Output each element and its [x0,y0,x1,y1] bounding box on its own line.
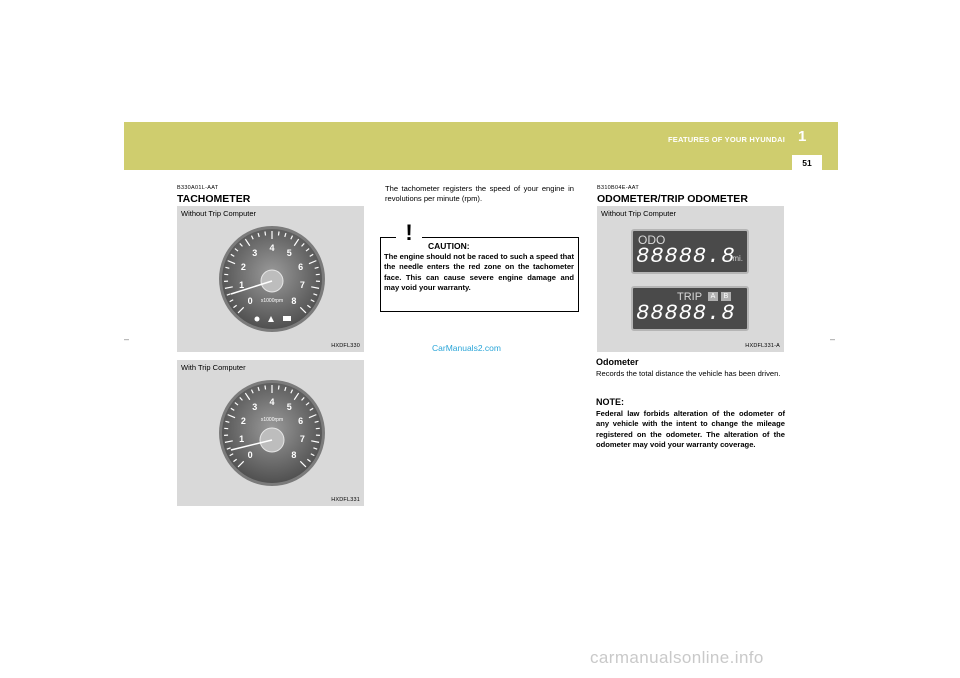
warning-icon [396,221,422,243]
gauge-numeral: 2 [240,262,246,273]
header-band [124,122,838,170]
trip-b-badge: B [721,292,731,301]
caution-title: CAUTION: [428,241,470,251]
figure-id: HXDFL331-A [745,343,780,349]
tachometer-figure-2 [177,360,364,506]
gauge-numeral: 3 [252,248,258,259]
tachometer-gauge-icon [217,224,327,334]
figure-caption: With Trip Computer [181,363,246,372]
footer-watermark: carmanualsonline.info [590,648,764,667]
tachometer-figure-1 [177,206,364,352]
figure-id: HXDFL331 [331,497,360,503]
minor-tick [278,232,279,236]
watermark-link[interactable]: CarManuals2.com [432,343,501,353]
gauge-numeral: 8 [291,449,297,460]
gauge-numeral: 4 [269,397,275,407]
trip-label: TRIP [677,291,703,303]
trip-a-badge: A [708,292,718,301]
gauge-numeral: 5 [286,248,292,259]
odometer-subheading: Odometer [596,357,639,367]
gauge-numeral: 2 [240,416,246,427]
tachometer-intro: The tachometer registers the speed of your engine in revolutions per minute (rpm). [385,184,574,204]
section-title: FEATURES OF YOUR HYUNDAI [667,135,785,144]
gauge-numeral: 1 [239,434,245,445]
page-number: 51 [802,158,812,168]
figure-id: HXDFL330 [331,343,360,349]
gauge-numeral: 7 [299,434,305,445]
caution-text: The engine should not be raced to such a speed that the needle enters the red zone on the tachometer face. This can cause severe engine damage and may void your warranty. [384,252,574,292]
gauge-numeral: 1 [239,280,245,291]
section-code: B330A01L-AAT [177,185,219,191]
left-margin-dash: – [124,334,130,344]
gauge-numeral: 6 [298,416,304,427]
section-code: B310B04E-AAT [597,185,640,191]
odo-unit: mi. [732,254,743,263]
tachometer-gauge-icon [217,378,327,488]
minor-tick [278,386,279,390]
trip-digits: 88888.8 [636,301,736,326]
odo-display [631,229,749,274]
minor-tick [265,232,266,236]
odometer-heading: ODOMETER/TRIP ODOMETER [597,193,748,205]
note-title: NOTE: [596,397,624,407]
note-text: Federal law forbids alteration of the odometer of any vehicle with the intent to change the mileage registered on the odometer. The alteration of the odometer may void your warranty coverage. [596,409,785,449]
gauge-numeral: 4 [269,243,275,253]
chapter-number: 1 [798,128,807,145]
figure-caption: Without Trip Computer [181,209,257,218]
gauge-numeral: 5 [286,402,292,413]
tachometer-heading: TACHOMETER [177,193,251,205]
gauge-numeral: 8 [291,295,297,306]
right-margin-dash: – [830,334,836,344]
gauge-numeral: 0 [247,295,253,306]
rpm-unit-label: x1000rpm [260,417,284,423]
gauge-numeral: 0 [247,449,253,460]
odo-label: ODO [638,233,666,247]
trip-display [631,286,749,331]
minor-tick [265,386,266,390]
odometer-figure [597,206,784,352]
gauge-numeral: 7 [299,280,305,291]
figure-caption: Without Trip Computer [601,209,677,218]
rpm-unit-label: x1000rpm [260,298,284,304]
svg-text:!: ! [405,221,413,243]
gauge-numeral: 3 [252,402,258,413]
odometer-text: Records the total distance the vehicle has been driven. [596,369,781,378]
odo-digits: 88888.8 [636,244,736,269]
gauge-numeral: 6 [298,262,304,273]
